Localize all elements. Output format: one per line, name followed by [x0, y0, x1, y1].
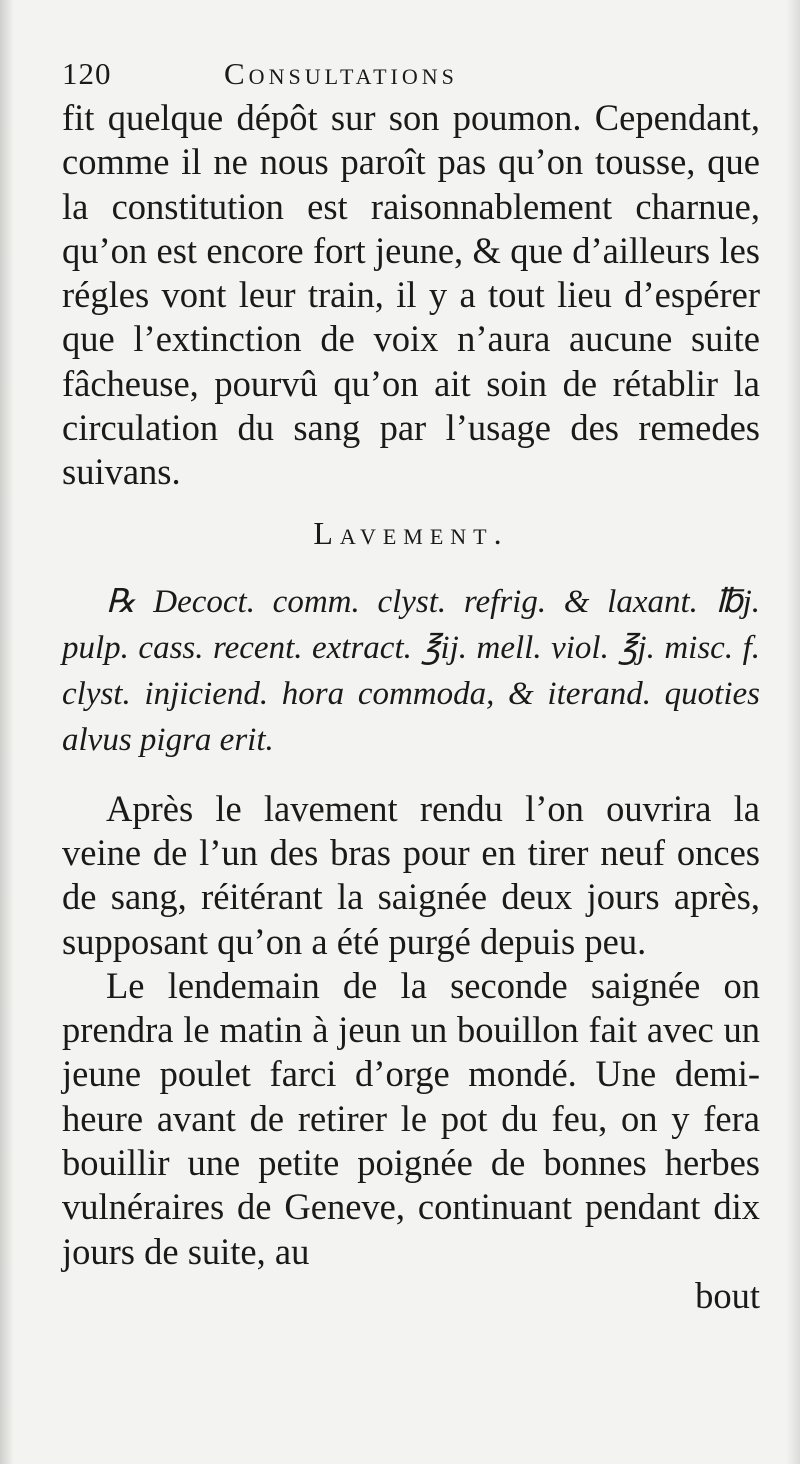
- paragraph-bleeding: Après le lavement rendu l’on ouvrira la veine de l’un des bras pour en tirer neuf onces de sang, réitérant la saignée deux jours après, supposant qu’on a été purgé depuis peu.: [62, 787, 760, 962]
- prescription-text: ℞ Decoct. comm. clyst. refrig. & laxant. ℔j. pulp. cass. recent. extract. ℥ij. mell. viol. ℥j. misc. f. clyst. injiciend. hora commoda, & iterand. quoties alvus pigra erit.: [62, 583, 760, 758]
- running-title: Consultations: [224, 56, 458, 91]
- page-body: [62, 96, 760, 1318]
- paragraph-continued: fit quelque dépôt sur son poumon. Cependant, comme il ne nous paroît pas qu’on tousse, que la constitution est raisonnablement charnue, qu’on est encore fort jeune, & que d’ailleurs les régles vont leur train, il y a tout lieu d’espérer que l’extinction de voix n’aura aucune suite fâcheuse, pourvû qu’on ait soin de rétablir la circulation du sang par l’usage des remedes suivans.: [62, 97, 760, 493]
- page-gutter-shadow: [0, 0, 14, 1464]
- page-edge-shadow: [786, 0, 800, 1464]
- section-heading: Lavement.: [313, 514, 509, 551]
- page-header: [62, 52, 760, 96]
- page-number: 120: [62, 56, 112, 91]
- paragraph-broth: Le lendemain de la seconde saignée on prendra le matin à jeun un bouillon fait avec un jeune poulet farci d’orge mondé. Une demi-heure avant de retirer le pot du feu, on y fera bouillir une petite poignée de bonnes herbes vulnéraires de Geneve, continuant pendant dix jours de suite, au: [62, 964, 760, 1272]
- prescription-formula: [62, 579, 760, 763]
- catchword: bout: [695, 1274, 760, 1316]
